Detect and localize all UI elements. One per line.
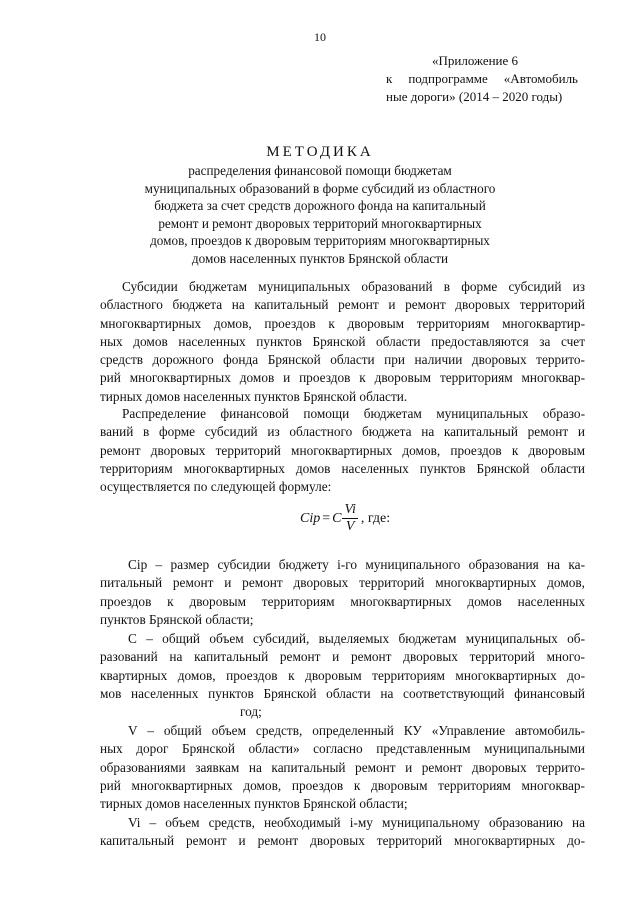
text-line: территориям многоквартирных домов населенных пунктов Брянской области	[100, 460, 585, 476]
text-line: проездов к дворовым территориям многоквартирных домов населенных	[100, 593, 585, 609]
page-number: 10	[314, 30, 326, 44]
text-line: V – общий объем средств, определенный КУ «Управление автомобиль-	[128, 723, 585, 738]
text-line: рий многоквартирных домов и проездов к дворовым территориям многоквар-	[100, 370, 585, 386]
formula-suffix: , где:	[360, 510, 391, 526]
subtitle-line: муниципальных образований в форме субсидий из областного	[144, 180, 496, 196]
text-line: год;	[240, 704, 262, 720]
text-line: питальный ремонт и ремонт дворовых территорий многоквартирных домов,	[100, 575, 585, 591]
title-block	[0, 142, 640, 268]
text-line: тирных домов населенных пунктов Брянской области;	[100, 796, 408, 812]
definition-vi	[100, 814, 585, 851]
text-line: Vi – объем средств, необходимый i-му муниципальному образованию на	[128, 815, 585, 830]
document-subtitle	[0, 162, 640, 268]
text-line: ваний в форме субсидий из областного бюджета на капитальный ремонт и	[100, 424, 585, 440]
definition-cip	[100, 556, 585, 629]
text-line: Cip – размер субсидии бюджету i-го муниципального образования на ка-	[128, 557, 585, 572]
text-line: многоквартирных домов, проездов к дворовым территориям многоквартир-	[100, 315, 585, 331]
subtitle-line: домов, проездов к дворовым территориям многоквартирных	[150, 233, 490, 249]
text-line: мов населенных пунктов Брянской области на соответствующий финансовый	[100, 685, 585, 701]
formula-numerator: Vi	[344, 502, 356, 517]
definition-v	[100, 722, 585, 813]
definition-c	[100, 630, 585, 721]
text-line: пунктов Брянской области;	[100, 611, 254, 627]
paragraph-distribution	[100, 405, 585, 496]
text-line: С – общий объем субсидий, выделяемых бюджетам муниципальных об-	[128, 631, 585, 646]
text-line: рий многоквартирных домов, проездов к дворовым территориям многоквар-	[100, 777, 585, 793]
text-line: ных домов населенных пунктов Брянской области предоставляются за счет	[100, 333, 585, 349]
appendix-line: к подпрограмме «Автомобиль	[386, 71, 578, 86]
paragraph-subsidies	[100, 278, 585, 406]
appendix-line: ные дороги» (2014 – 2020 годы)	[386, 89, 563, 104]
text-line: средств дорожного фонда Брянской области при наличии дворовых террито-	[100, 352, 585, 368]
text-line: тирных домов населенных пунктов Брянской области.	[100, 388, 408, 404]
text-line: ных дорог Брянской области» согласно представленным муниципальными	[100, 741, 585, 757]
formula-fraction	[342, 502, 357, 535]
text-line: Распределение финансовой помощи бюджетам муниципальных образо-	[122, 406, 585, 421]
formula-denominator: V	[345, 519, 355, 534]
text-line: областного бюджета на капитальный ремонт и ремонт дворовых территорий	[100, 297, 585, 313]
appendix-line: «Приложение 6	[432, 53, 519, 68]
formula-lhs: Cip	[300, 510, 321, 526]
text-line: Субсидии бюджетам муниципальных образований в форме субсидий из	[122, 279, 585, 294]
document-title: МЕТОДИКА	[266, 144, 374, 160]
text-line: ремонт дворовых территорий многоквартирных домов, проездов к дворовым	[100, 442, 585, 458]
subsidy-formula	[300, 502, 390, 535]
text-line: капитальный ремонт и ремонт дворовых территорий многоквартирных до-	[100, 833, 585, 849]
formula-coef: C	[332, 510, 342, 526]
subtitle-line: распределения финансовой помощи бюджетам	[188, 163, 452, 178]
appendix-note	[386, 52, 578, 106]
text-line: квартирных домов, проездов к дворовым территориям многоквартирных до-	[100, 667, 585, 683]
text-line: разований на капитальный ремонт и ремонт дворовых территорий много-	[100, 649, 585, 665]
subtitle-line: ремонт и ремонт дворовых территорий многоквартирных	[158, 215, 482, 231]
text-line: осуществляется по следующей формуле:	[100, 479, 332, 495]
subtitle-line: домов населенных пунктов Брянской области	[191, 250, 449, 266]
text-line: образованиями заявкам на капитальный ремонт и ремонт дворовых террито-	[100, 759, 585, 775]
formula-equals: =	[322, 510, 331, 526]
subtitle-line: бюджета за счет средств дорожного фонда на капитальный	[154, 198, 486, 214]
